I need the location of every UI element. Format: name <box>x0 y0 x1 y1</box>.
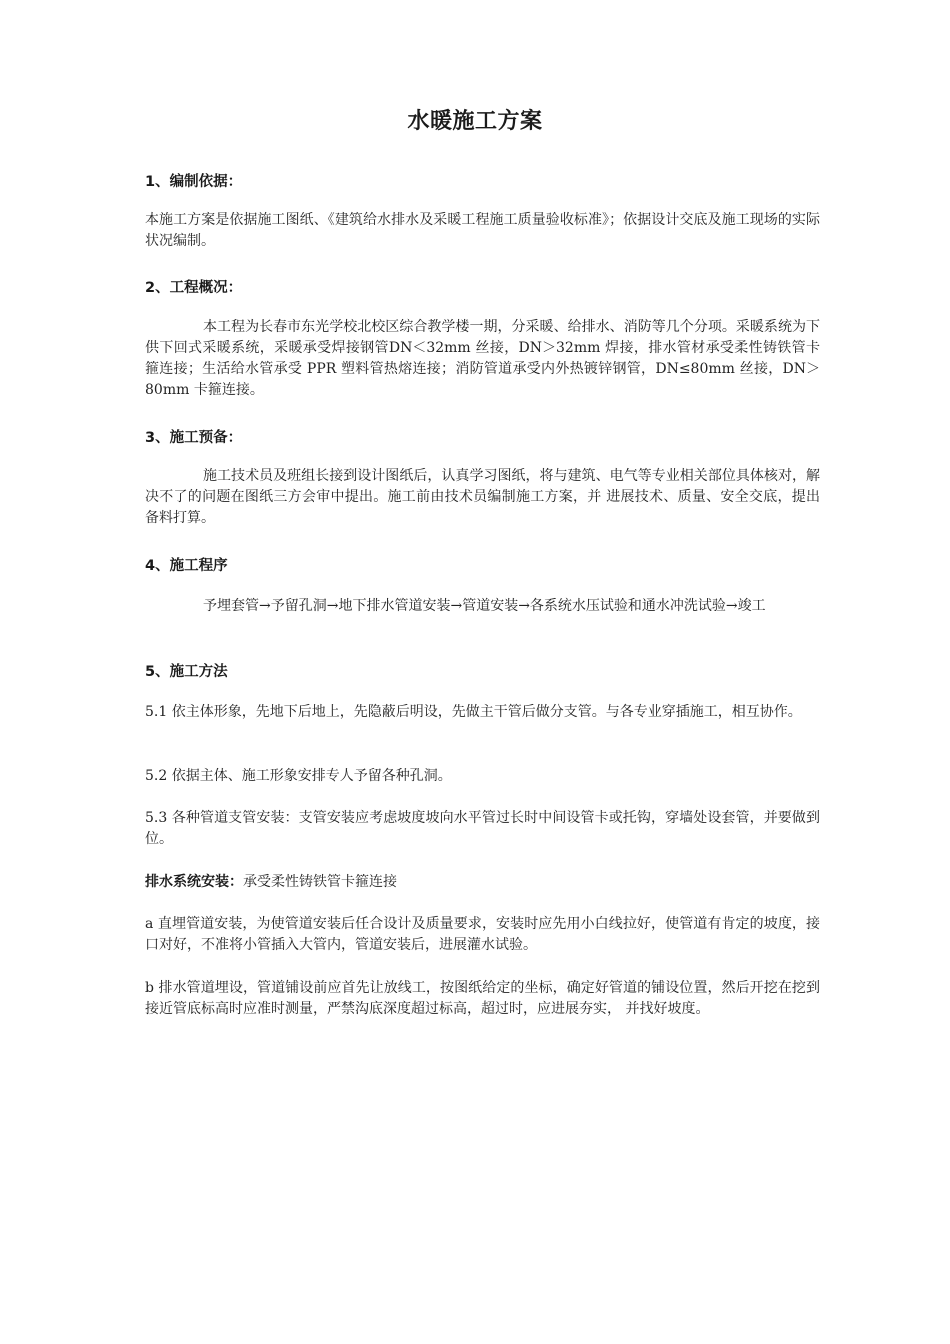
section-heading-procedure: 4、施工程序 <box>145 558 228 574</box>
section-paragraph-overview: 本工程为长春市东光学校北校区综合教学楼一期，分采暖、给排水、消防等几个分项。采暖系统为下供下回式采暖系统，采暖承受焊接钢管DN＜32mm 丝接，DN＞32mm 焊接，排水管材承受柔性铸铁管卡箍连接；生活给水管承受 PPR 塑料管热熔连接；消防管道承受内外热镀锌钢管，DN≤80mm 丝接，DN＞80mm 卡箍连接。 <box>145 319 820 398</box>
section-heading-method: 5、施工方法 <box>145 664 228 680</box>
section-paragraph-basis: 本施工方案是依据施工图纸、《建筑给水排水及采暖工程施工质量验收标准》；依据设计交底及施工现场的实际状况编制。 <box>145 212 820 249</box>
section-paragraph-procedure: 予埋套管→予留孔洞→地下排水管道安装→管道安装→各系统水压试验和通水冲洗试验→竣工 <box>203 598 766 614</box>
drainage-install-text: 承受柔性铸铁管卡箍连接 <box>243 874 397 890</box>
method-item-5-1: 5.1 依主体形象，先地下后地上，先隐蔽后明设，先做主干管后做分支管。与各专业穿插施工，相互协作。 <box>145 704 802 720</box>
drainage-item-b: b 排水管道埋设，管道铺设前应首先让放线工，按图纸给定的坐标，确定好管道的铺设位置，然后开挖在挖到接近管底标高时应准时测量，严禁沟底深度超过标高，超过时，应进展夯实， 并找好坡度。 <box>145 980 820 1017</box>
section-heading-preparation: 3、施工预备： <box>145 430 243 446</box>
drainage-install-label: 排水系统安装： <box>145 874 243 890</box>
section-heading-basis: 1、编制依据： <box>145 174 243 190</box>
drainage-install-line <box>145 872 820 893</box>
section-heading-overview: 2、工程概况： <box>145 280 243 296</box>
document-page <box>145 0 820 1344</box>
method-item-5-3: 5.3 各种管道支管安装：支管安装应考虑坡度坡向水平管过长时中间设管卡或托钩，穿墙处设套管，并要做到位。 <box>145 810 820 847</box>
document-title: 水暖施工方案 <box>407 109 543 134</box>
section-paragraph-preparation: 施工技术员及班组长接到设计图纸后，认真学习图纸，将与建筑、电气等专业相关部位具体核对，解决不了的问题在图纸三方会审中提出。施工前由技术员编制施工方案，并 进展技术、质量、安全交底，提出备料打算。 <box>145 468 820 526</box>
method-item-5-2: 5.2 依据主体、施工形象安排专人予留各种孔洞。 <box>145 768 452 784</box>
drainage-item-a: a 直埋管道安装，为使管道安装后任合设计及质量要求，安装时应先用小白线拉好，使管道有肯定的坡度，接口对好，不准将小管插入大管内，管道安装后，进展灌水试验。 <box>145 916 820 953</box>
